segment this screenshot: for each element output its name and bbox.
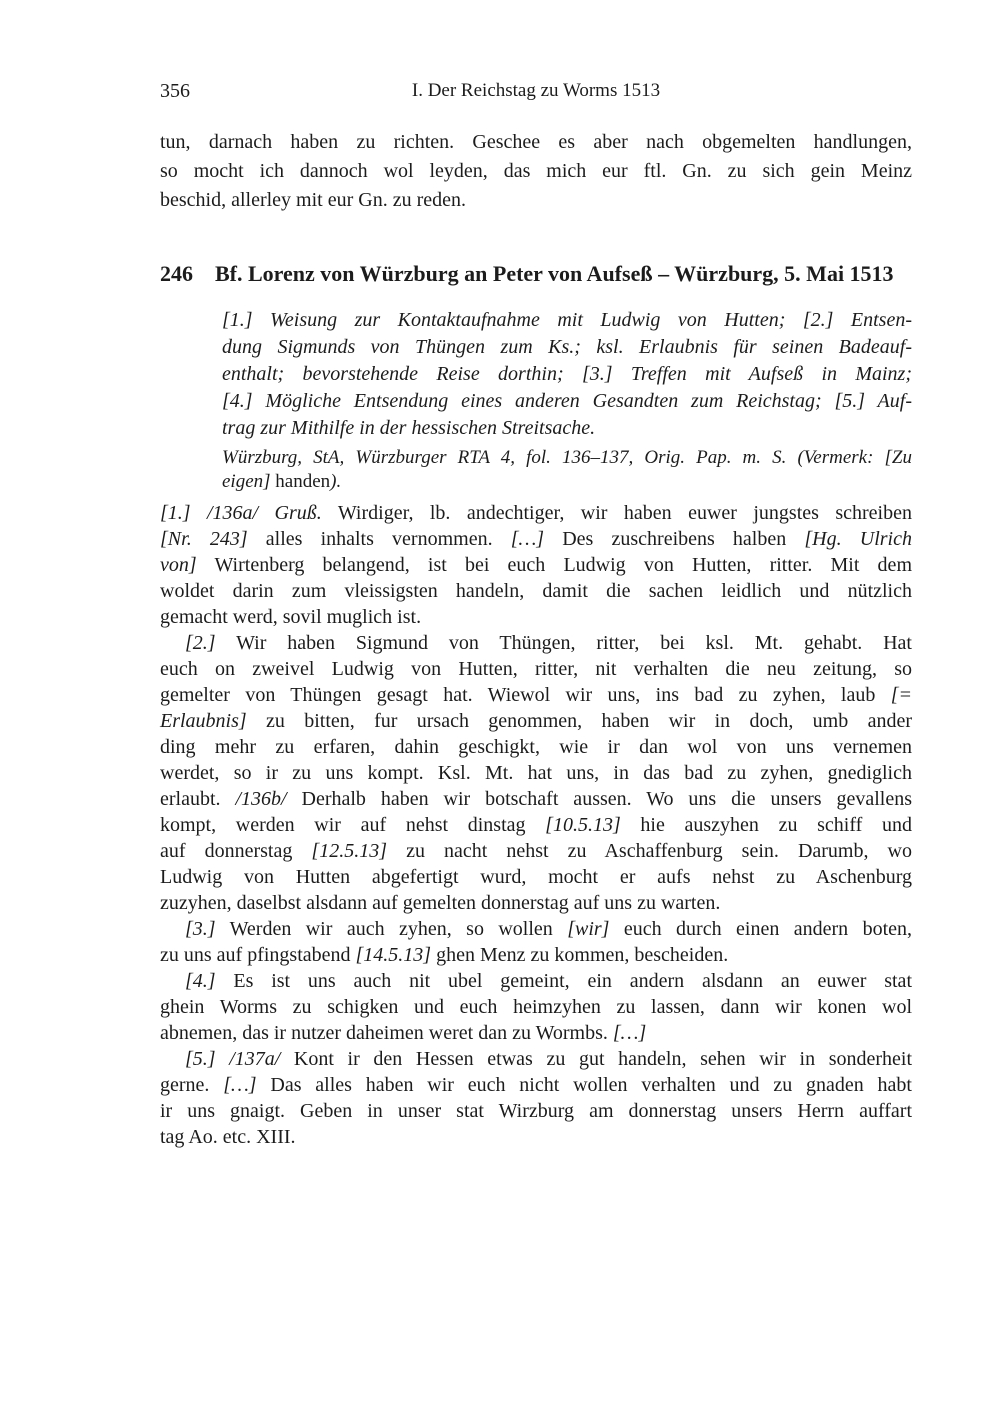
text-line: dung Sigmunds von Thüngen zum Ks.; ksl. Erlaubnis für seinen Badeauf- bbox=[222, 336, 912, 358]
italic-text: [Hg. Ulrich bbox=[804, 528, 912, 550]
text-line: enthalt; bevorstehende Reise dorthin; [3.] Treffen mit Aufseß in Mainz; bbox=[222, 363, 912, 385]
text-line: zuzyhen, daselbst alsdann auf gemelten donnerstag auf uns zu warten. bbox=[160, 892, 721, 914]
text-line: [4.] Mögliche Entsendung eines anderen Gesandten zum Reichstag; [5.] Auf- bbox=[222, 390, 912, 412]
body-paragraph bbox=[160, 500, 912, 630]
text-line: kompt, werden wir auf nehst dinstag [10.5.13] hie auszyhen zu schiff und bbox=[160, 814, 912, 836]
text-line: [1.] /136a/ Gruß. Wirdiger, lb. andechtiger, wir haben euwer jungstes schreiben bbox=[160, 502, 912, 524]
text-line: gemacht werd, sovil muglich ist. bbox=[160, 606, 422, 628]
body-paragraph bbox=[160, 968, 912, 1046]
italic-text: von] bbox=[160, 554, 197, 576]
text-line: zu uns auf pfingstabend [14.5.13] ghen Menz zu kommen, bescheiden. bbox=[160, 944, 729, 966]
intro-paragraph bbox=[160, 128, 912, 215]
text-line: [3.] Werden wir auch zyhen, so wollen [wir] euch durch einen andern boten, bbox=[185, 918, 913, 940]
italic-text: […] bbox=[510, 528, 545, 550]
text-line: beschid, allerley mit eur Gn. zu reden. bbox=[160, 189, 466, 211]
document-heading bbox=[160, 259, 912, 289]
document-body bbox=[160, 500, 912, 1150]
running-head-title: I. Der Reichstag zu Worms 1513 bbox=[411, 80, 661, 101]
text-line: eigen] handen). bbox=[222, 471, 342, 492]
text-line: so mocht ich dannoch wol leyden, das mich eur ftl. Gn. zu sich gein Meinz bbox=[160, 160, 912, 182]
italic-text: [Nr. 243] bbox=[160, 528, 248, 550]
italic-text: [4.] bbox=[185, 970, 216, 992]
italic-text: […] bbox=[612, 1022, 647, 1044]
text-line: werdet, so ir zu uns kompt. Ksl. Mt. hat uns, in das bad zu zyhen, gnediglich bbox=[160, 762, 912, 784]
text-line: Erlaubnis] zu bitten, fur ursach genommen, haben wir in doch, umb ander bbox=[160, 710, 912, 732]
page-number: 356 bbox=[160, 80, 190, 102]
document-source-note bbox=[222, 446, 912, 494]
document-title: Bf. Lorenz von Würzburg an Peter von Aufseß – Würzburg, 5. Mai 1513 bbox=[215, 261, 894, 286]
text-line: ghein Worms zu schigken und euch heimzyhen zu lassen, dann wir konen wol bbox=[160, 996, 912, 1018]
body-paragraph bbox=[160, 630, 912, 916]
text-line: ir uns gnaigt. Geben in unser stat Wirzburg am donnerstag unsers Herrn auffart bbox=[160, 1100, 912, 1122]
italic-text: [14.5.13] bbox=[355, 944, 432, 966]
text-line: tag Ao. etc. XIII. bbox=[160, 1126, 296, 1148]
text-line: gerne. […] Das alles haben wir euch nicht wollen verhalten und zu gnaden habt bbox=[160, 1074, 912, 1096]
italic-text: [2.] bbox=[185, 632, 216, 654]
italic-text: [10.5.13] bbox=[545, 814, 621, 836]
italic-text: /136b/ bbox=[235, 788, 287, 810]
italic-text: [= bbox=[890, 684, 912, 706]
italic-text: [wir] bbox=[567, 918, 610, 940]
text-line: [1.] Weisung zur Kontaktaufnahme mit Ludwig von Hutten; [2.] Entsen- bbox=[222, 309, 912, 331]
text-line: ding mehr zu erfaren, dahin geschigkt, wie ir dan wol von uns vernemen bbox=[160, 736, 912, 758]
text-line: euch on zweivel Ludwig von Hutten, ritter, nit verhalten die neu zeitung, so bbox=[160, 658, 912, 680]
roman-text: handen bbox=[270, 471, 331, 492]
text-line: [2.] Wir haben Sigmund von Thüngen, ritter, bei ksl. Mt. gehabt. Hat bbox=[185, 632, 912, 654]
italic-text: Erlaubnis] bbox=[160, 710, 247, 732]
text-line: woldet darin zum vleissigsten handeln, damit die sachen leidlich und nützlich bbox=[160, 580, 912, 602]
text-line: Würzburg, StA, Würzburger RTA 4, fol. 136–137, Orig. Pap. m. S. (Vermerk: [Zu bbox=[222, 447, 912, 468]
text-line: [Nr. 243] alles inhalts vernommen. […] Des zuschreibens halben [Hg. Ulrich bbox=[160, 528, 912, 550]
document-number: 246 bbox=[160, 261, 193, 286]
italic-text: [3.] bbox=[185, 918, 216, 940]
text-line: gemelter von Thüngen gesagt hat. Wiewol wir uns, ins bad zu zyhen, laub [= bbox=[160, 684, 912, 706]
body-paragraph bbox=[160, 916, 912, 968]
running-head bbox=[160, 80, 912, 102]
text-line: auf donnerstag [12.5.13] zu nacht nehst zu Aschaffenburg sein. Darumb, wo bbox=[160, 840, 912, 862]
text-line: [5.] /137a/ Kont ir den Hessen etwas zu gut handeln, sehen wir in sonderheit bbox=[185, 1048, 913, 1070]
text-line: abnemen, das ir nutzer daheimen weret dan zu Wormbs. […] bbox=[160, 1022, 647, 1044]
body-paragraph bbox=[160, 1046, 912, 1150]
text-line: erlaubt. /136b/ Derhalb haben wir botschaft aussen. Wo uns die unsers gevallens bbox=[160, 788, 912, 810]
text-line: von] Wirtenberg belangend, ist bei euch Ludwig von Hutten, ritter. Mit dem bbox=[160, 554, 912, 576]
italic-text: [12.5.13] bbox=[311, 840, 387, 862]
text-line: Ludwig von Hutten abgefertigt wurd, mocht er aufs nehst zu Aschenburg bbox=[160, 866, 912, 888]
text-line: tun, darnach haben zu richten. Geschee es aber nach obgemelten handlungen, bbox=[160, 131, 912, 153]
text-line: trag zur Mithilfe in der hessischen Streitsache. bbox=[222, 417, 596, 439]
text-line: [4.] Es ist uns auch nit ubel gemeint, ein andern alsdann an euwer stat bbox=[185, 970, 912, 992]
italic-text: […] bbox=[223, 1074, 257, 1096]
document-summary bbox=[222, 307, 912, 442]
italic-text: [1.] /136a/ Gruß. bbox=[160, 502, 322, 524]
italic-text: [5.] /137a/ bbox=[185, 1048, 281, 1070]
